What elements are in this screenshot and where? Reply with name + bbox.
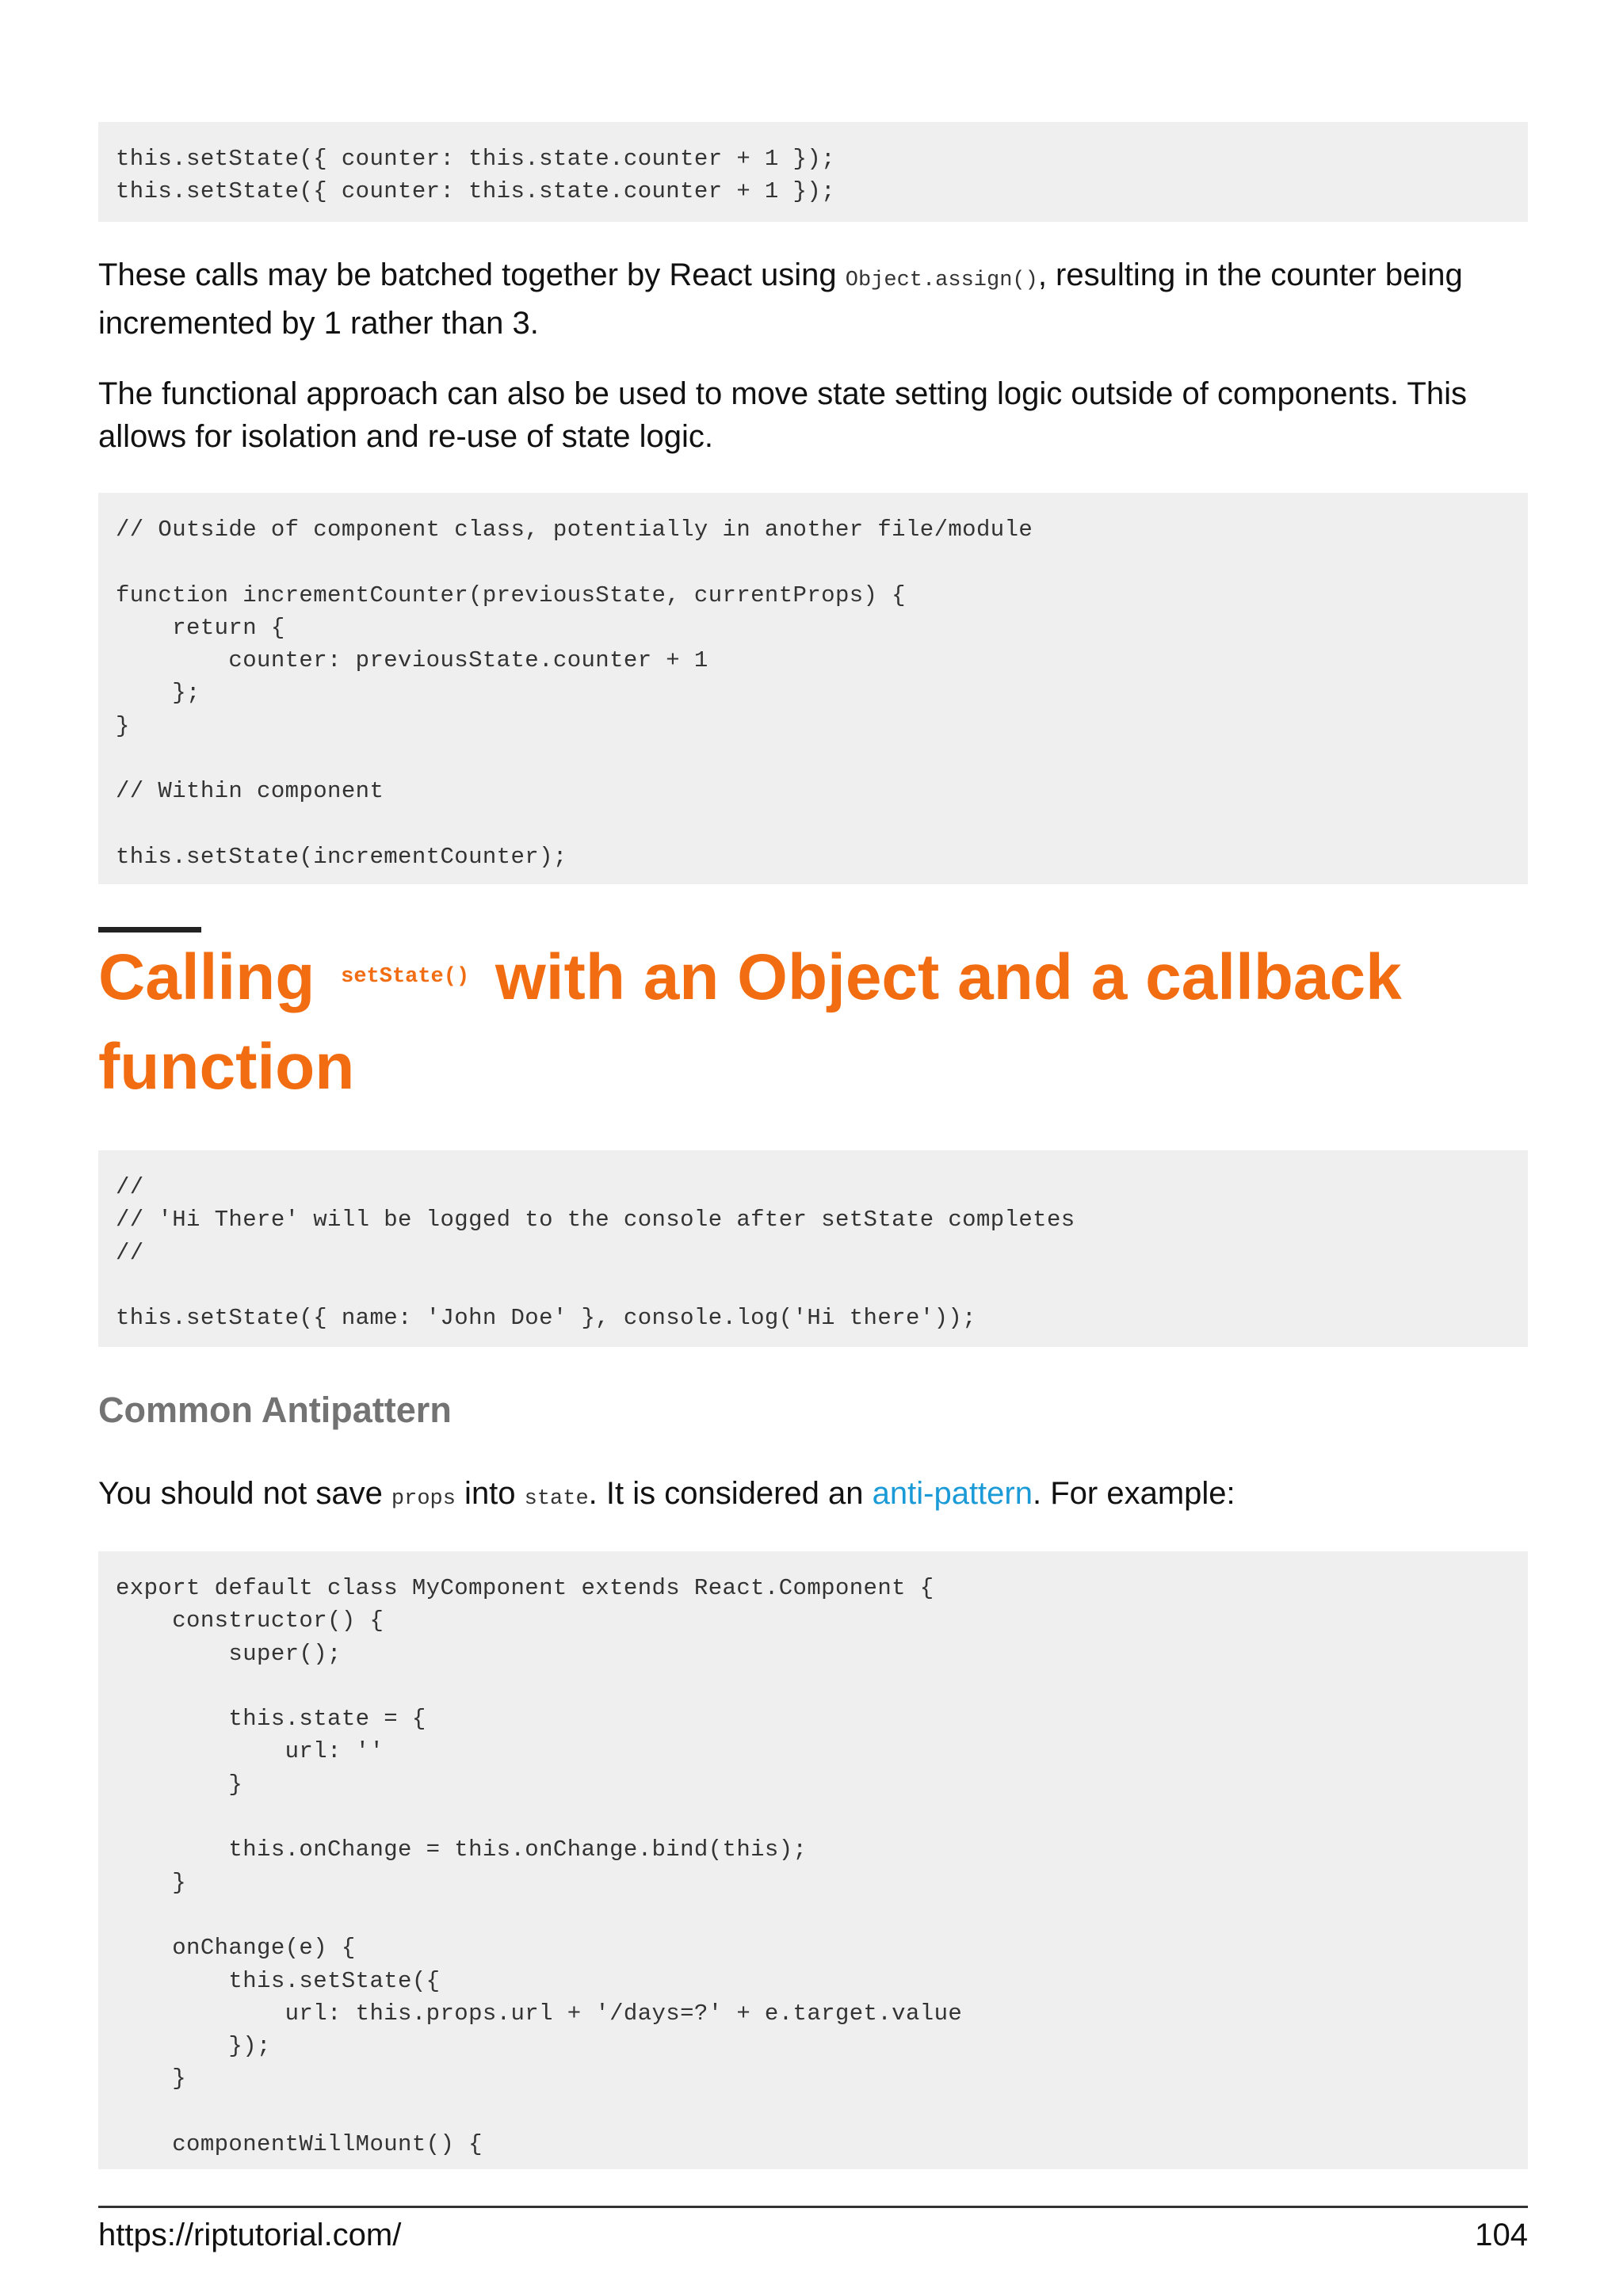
- footer-url[interactable]: https://riptutorial.com/: [98, 2218, 402, 2252]
- code-line: [116, 1269, 1510, 1302]
- footer-rule: [98, 2206, 1528, 2208]
- code-line: [116, 546, 1510, 578]
- code-line: // Outside of component class, potentially in another file/module: [116, 517, 1033, 543]
- code-line: constructor() {: [116, 1608, 384, 1634]
- section-heading: [98, 935, 1528, 1110]
- code-line: });: [116, 2033, 271, 2060]
- code-line: }: [116, 712, 130, 739]
- code-line: onChange(e) {: [116, 1935, 356, 1962]
- code-block-setstate-calls: [98, 122, 1528, 222]
- code-line: this.setState(incrementCounter);: [116, 843, 567, 870]
- code-line: // 'Hi There' will be logged to the console after setState completes: [116, 1207, 1075, 1234]
- page-number: 104: [1475, 2218, 1528, 2252]
- code-line: };: [116, 680, 200, 707]
- document-page: [98, 0, 1528, 2296]
- code-line: //: [116, 1174, 144, 1200]
- code-line: //: [116, 1239, 144, 1266]
- code-block-callback: [98, 1150, 1528, 1347]
- code-line: }: [116, 2065, 187, 2092]
- code-line: url: '': [116, 1738, 384, 1765]
- code-line: counter: previousState.counter + 1: [116, 647, 708, 674]
- code-line: [116, 1670, 1510, 1703]
- code-line: export default class MyComponent extends React.Component {: [116, 1575, 934, 1601]
- code-line: url: this.props.url + '/days=?' + e.target.value: [116, 2000, 963, 2027]
- heading-rule: [98, 927, 201, 933]
- code-line: [116, 2096, 1510, 2128]
- code-line: this.onChange = this.onChange.bind(this);: [116, 1836, 808, 1863]
- code-line: }: [116, 1771, 243, 1798]
- paragraph-antipattern: [98, 1472, 1528, 1520]
- inline-code-object-assign: Object.assign(): [845, 269, 1038, 292]
- code-line: super();: [116, 1640, 342, 1667]
- code-line: this.setState({ name: 'John Doe' }, console.log('Hi there'));: [116, 1305, 976, 1332]
- inline-code-state: state: [524, 1487, 589, 1511]
- code-line: }: [116, 1869, 187, 1896]
- code-line: [116, 1899, 1510, 1932]
- subheading-common-antipattern: Common Antipattern: [98, 1390, 452, 1430]
- code-line: // Within component: [116, 778, 384, 805]
- code-line: componentWillMount() {: [116, 2131, 483, 2158]
- code-line: this.state = {: [116, 1706, 426, 1733]
- code-line: [116, 742, 1510, 775]
- code-block-my-component: [98, 1551, 1528, 2169]
- paragraph-text: You should not save: [98, 1476, 391, 1511]
- paragraph-text: . For example:: [1032, 1476, 1235, 1511]
- code-line: function incrementCounter(previousState, currentProps) {: [116, 582, 906, 608]
- code-line: return {: [116, 614, 285, 641]
- code-line: this.setState({ counter: this.state.counter + 1 });: [116, 178, 835, 205]
- code-line: this.setState({ counter: this.state.counter + 1 });: [116, 146, 835, 172]
- paragraph-text: , resulting in the counter being incremented by 1 rather than 3.: [98, 257, 1463, 341]
- inline-code-props: props: [391, 1487, 456, 1511]
- heading-text: Calling: [98, 941, 334, 1013]
- code-line: [116, 808, 1510, 841]
- code-line: this.setState({: [116, 1967, 441, 1994]
- paragraph-functional-approach: The functional approach can also be used to move state setting logic outside of components. This allows for isolation and re-use of state logic.: [98, 376, 1467, 454]
- heading-inline-code: setState(): [341, 965, 470, 990]
- paragraph-text: . It is considered an: [588, 1476, 873, 1511]
- heading-text: with an Object and a callback function: [98, 941, 1402, 1104]
- anti-pattern-link[interactable]: anti-pattern: [872, 1476, 1033, 1511]
- code-block-increment-counter: [98, 493, 1528, 884]
- paragraph-text: These calls may be batched together by React using: [98, 257, 846, 292]
- code-line: [116, 1801, 1510, 1833]
- paragraph-text: into: [455, 1476, 525, 1511]
- paragraph-batching: [98, 254, 1528, 345]
